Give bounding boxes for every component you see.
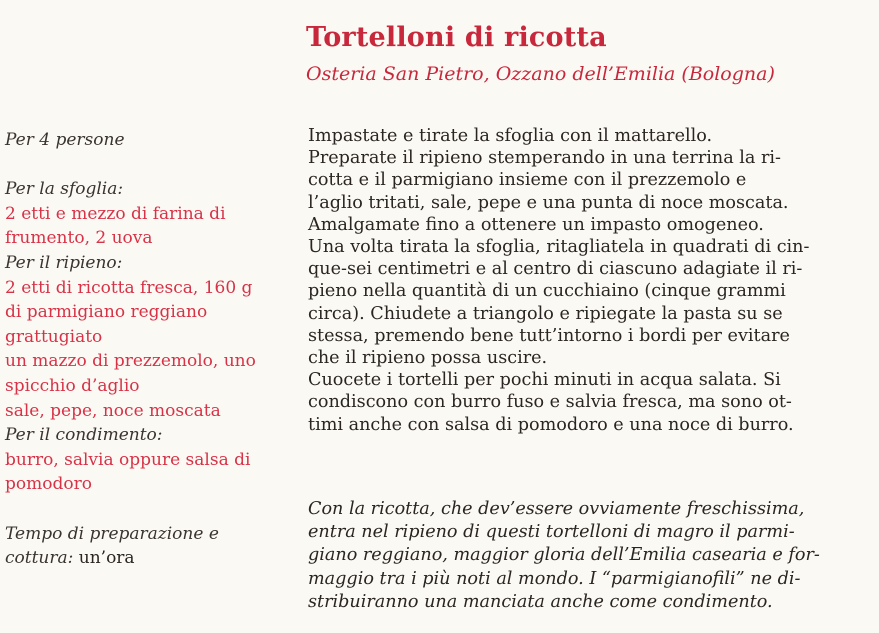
instructions	[308, 125, 868, 436]
ingredient-line: burro, salvia oppure salsa di	[5, 449, 251, 470]
ingredient-line: 2 etti di ricotta fresca, 160 g	[5, 277, 253, 298]
ingredient-line: sale, pepe, noce moscata	[5, 400, 221, 421]
instruction-line: circa). Chiudete a triangolo e ripiegate la pasta su se	[308, 303, 783, 324]
instruction-line: condiscono con burro fuso e salvia fresca, ma sono ot-	[308, 392, 792, 413]
instruction-line: cotta e il parmigiano insieme con il prezzemolo e	[308, 170, 747, 191]
recipe-note	[308, 498, 868, 614]
instruction-line: que-sei centimetri e al centro di ciascuno adagiate il ri-	[308, 259, 803, 280]
ingredients-column	[5, 128, 295, 571]
instruction-line: Impastate e tirate la sfoglia con il mattarello.	[308, 126, 713, 146]
ingredient-line: grattugiato	[5, 326, 103, 347]
instruction-line: stessa, premendo bene tutt’intorno i bordi per evitare	[308, 325, 790, 346]
instruction-line: che il ripieno possa uscire.	[308, 348, 548, 369]
note-line: Con la ricotta, che dev’essere ovviamente freschissima,	[308, 499, 805, 519]
ingredient-line: spicchio d’aglio	[5, 375, 140, 396]
note-line: giano reggiano, maggior gloria dell’Emilia casearia e for-	[308, 545, 820, 566]
instruction-line: pieno nella quantità di un cucchiaino (cinque grammi	[308, 281, 786, 302]
time-line	[5, 546, 295, 571]
note-line: stribuiranno una manciata anche come condimento.	[308, 591, 773, 612]
ingredient-line: un mazzo di prezzemolo, uno	[5, 351, 256, 372]
ingredient-line: 2 etti e mezzo di farina di	[5, 203, 226, 224]
condimento-label: Per il condimento:	[5, 425, 163, 446]
servings: Per 4 persone	[5, 130, 125, 150]
instruction-line: Preparate il ripieno stemperando in una terrina la ri-	[308, 148, 781, 169]
instruction-line: Cuocete i tortelli per pochi minuti in acqua salata. Si	[308, 370, 781, 391]
sfoglia-label: Per la sfoglia:	[5, 179, 124, 200]
ripieno-label: Per il ripieno:	[5, 252, 123, 273]
spacer	[5, 153, 295, 178]
recipe-source: Osteria San Pietro, Ozzano dell’Emilia (Bologna)	[306, 63, 775, 85]
time-value: un’ora	[73, 548, 135, 569]
instruction-line: Amalgamate fino a ottenere un impasto omogeneo.	[308, 214, 764, 235]
ingredient-line: frumento, 2 uova	[5, 228, 153, 249]
ingredient-line: pomodoro	[5, 474, 92, 495]
note-line: maggio tra i più noti al mondo. I “parmigianofili” ne di-	[308, 568, 801, 589]
recipe-title: Tortelloni di ricotta	[306, 22, 607, 53]
time-label: Tempo di preparazione e	[5, 523, 219, 544]
note-line: entra nel ripieno di questi tortelloni di magro il parmi-	[308, 522, 795, 543]
instruction-line: timi anche con salsa di pomodoro e una noce di burro.	[308, 414, 794, 435]
ingredient-line: di parmigiano reggiano	[5, 302, 208, 323]
instruction-line: l’aglio tritati, sale, pepe e una punta di noce moscata.	[308, 192, 789, 213]
spacer	[5, 497, 295, 522]
instruction-line: Una volta tirata la sfoglia, ritagliatela in quadrati di cin-	[308, 237, 810, 258]
time-label-2: cottura:	[5, 548, 74, 569]
